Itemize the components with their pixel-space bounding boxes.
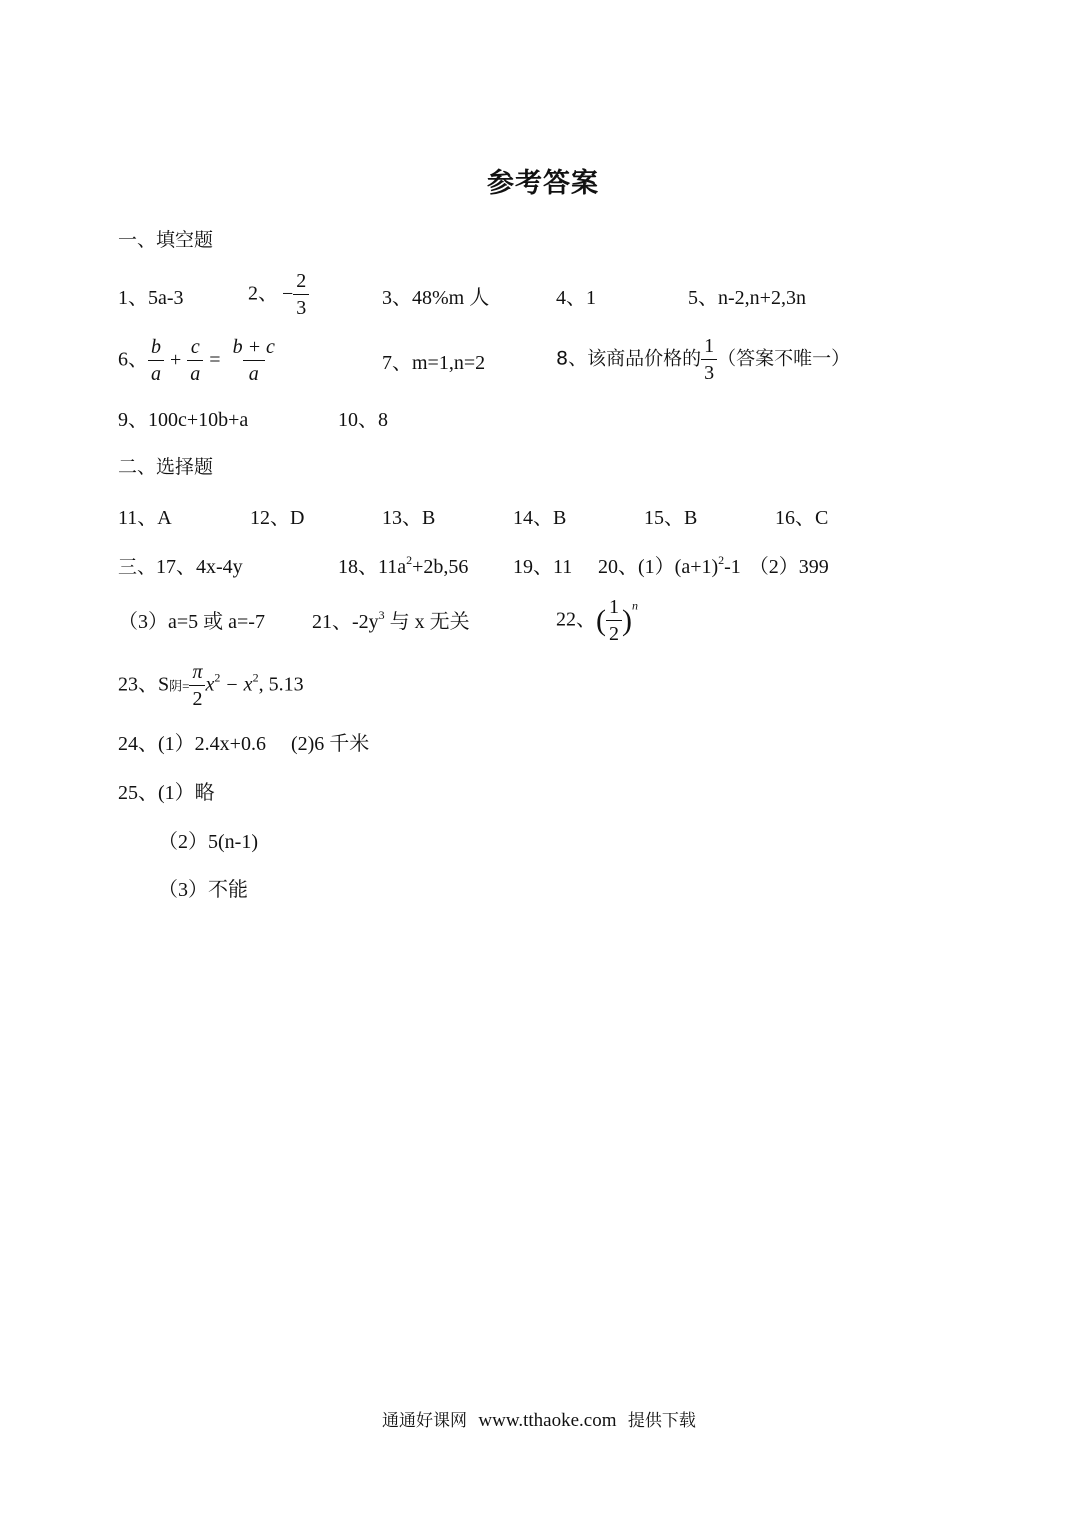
answer-5: 5、n-2,n+2,3n	[688, 287, 806, 309]
answer-6-f2-num: c	[190, 336, 200, 358]
answer-18	[338, 553, 469, 578]
section-choice-heading: 二、选择题	[118, 456, 214, 478]
answer-23-x2: x	[243, 673, 253, 696]
answer-20-b: -1	[724, 556, 741, 578]
answer-6-f1-den: a	[148, 360, 164, 385]
answer-12: 12、D	[250, 507, 305, 529]
answer-20-c: （2）399	[748, 556, 829, 578]
footer-url: www.tthaoke.com	[478, 1410, 617, 1431]
answer-8-fraction	[701, 336, 717, 384]
answer-22-sup: n	[632, 598, 638, 613]
answer-8-note: （答案不唯一）	[717, 347, 851, 370]
answer-8-den: 3	[701, 359, 717, 384]
answer-1: 1、5a-3	[118, 287, 184, 309]
answer-6-fraction-2	[187, 337, 203, 385]
answer-6-label: 6、	[118, 348, 148, 371]
answer-18-b: +2b,56	[412, 556, 469, 578]
answer-6-equals: =	[209, 348, 221, 371]
answer-6	[118, 337, 281, 385]
answer-2-sign: −	[282, 282, 294, 305]
section-solve-heading: 三、	[118, 556, 157, 578]
answer-24: 24、(1）2.4x+0.6 (2)6 千米	[118, 733, 370, 755]
footer-site-name: 通通好课网	[382, 1411, 467, 1431]
answer-3: 3、48%m 人	[382, 287, 490, 309]
answer-7: 7、m=1,n=2	[382, 352, 486, 374]
answer-16: 16、C	[775, 507, 829, 529]
answer-17: 17、4x-4y	[156, 556, 243, 578]
answer-11: 11、A	[118, 507, 172, 529]
answer-22-num: 1	[609, 596, 619, 618]
answer-6-fraction-3	[227, 337, 281, 385]
answer-23-value: , 5.13	[258, 673, 304, 696]
answer-15: 15、B	[644, 507, 698, 529]
answer-8-text: 8、该商品价格的	[556, 347, 702, 370]
answer-22-fraction	[606, 597, 622, 645]
answer-18-sup: 2	[406, 553, 413, 567]
answer-2-label: 2、	[248, 282, 278, 305]
answer-21-b: 与 x 无关	[384, 611, 470, 633]
answer-21-a: 21、-2y	[312, 611, 379, 633]
answer-20-sup: 2	[718, 553, 725, 567]
answer-22-open: (	[596, 604, 606, 637]
answer-23-label: 23、S	[118, 673, 170, 696]
section-solve-row	[118, 557, 243, 577]
answer-9: 9、100c+10b+a	[118, 409, 249, 431]
answer-18-a: 18、11a	[338, 556, 407, 578]
answer-23-sup-1: 2	[214, 670, 221, 685]
footer-provide: 提供下载	[627, 1411, 696, 1431]
answer-6-f2-den: a	[187, 360, 203, 385]
answer-2-num: 2	[296, 270, 307, 292]
answer-25-part-1: 25、(1）略	[118, 782, 215, 804]
answer-22-close: )	[622, 604, 632, 637]
answer-23-x: x	[205, 673, 215, 696]
page-title: 参考答案	[487, 168, 599, 199]
answer-22	[556, 597, 638, 645]
answer-21-sup: 3	[378, 608, 385, 622]
answer-19: 19、11	[513, 556, 573, 578]
answer-6-plus: +	[170, 348, 182, 371]
answer-6-f3-num: b + c	[232, 336, 275, 358]
answer-2-fraction	[293, 271, 309, 319]
answer-6-f1-num: b	[151, 336, 161, 358]
answer-13: 13、B	[382, 507, 436, 529]
answer-23	[118, 662, 304, 710]
answer-21	[312, 608, 470, 633]
answer-22-den: 2	[606, 620, 622, 645]
answer-23-sup-2: 2	[252, 670, 259, 685]
answer-20-a: 20、(1）(a+1)	[598, 556, 719, 578]
answer-8-num: 1	[704, 335, 715, 357]
answer-23-num: π	[192, 661, 203, 683]
answer-23-fraction	[189, 662, 205, 710]
answer-2-den: 3	[293, 294, 309, 319]
answer-10: 10、8	[338, 409, 388, 431]
answer-23-den: 2	[189, 685, 205, 710]
answer-25-part-2: （2）5(n-1)	[158, 831, 258, 853]
answer-8	[556, 336, 850, 384]
answer-22-label: 22、	[556, 608, 596, 631]
section-fill-heading: 一、填空题	[118, 229, 214, 251]
answer-20	[598, 553, 829, 578]
answer-4: 4、1	[556, 287, 596, 309]
page-footer	[382, 1411, 696, 1430]
answer-6-f3-den: a	[243, 360, 265, 385]
answer-20-part-3: （3）a=5 或 a=-7	[118, 611, 265, 633]
answer-6-fraction-1	[148, 337, 164, 385]
answer-14: 14、B	[513, 507, 567, 529]
answer-23-sub: 阴=	[169, 678, 190, 694]
answer-23-minus: −	[226, 673, 238, 696]
answer-25-part-3: （3）不能	[158, 879, 248, 901]
answer-2	[248, 271, 309, 319]
